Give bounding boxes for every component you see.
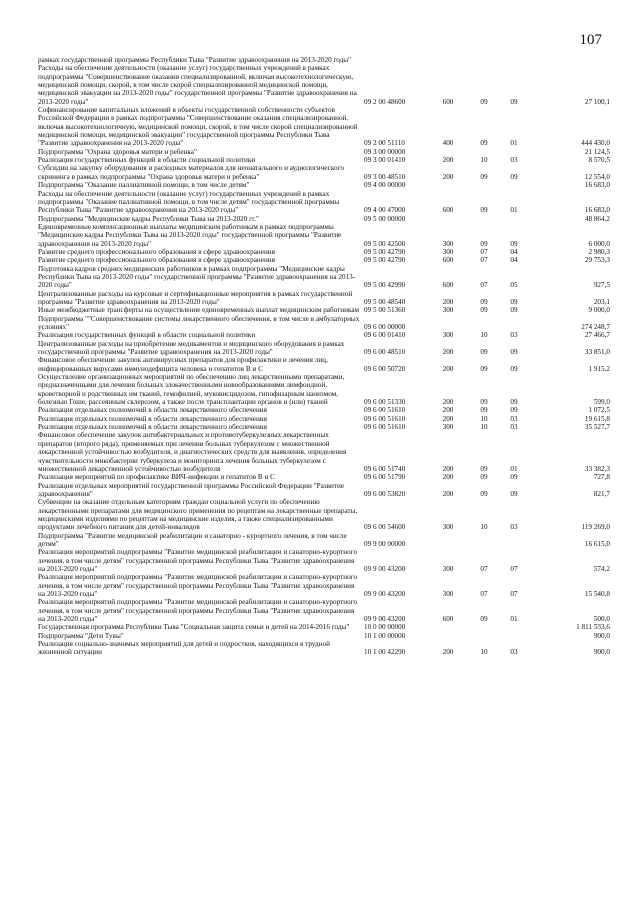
row-subsection: 09 — [510, 348, 518, 357]
row-code — [364, 56, 426, 64]
budget-table — [38, 56, 610, 657]
table-row — [38, 598, 610, 623]
row-amount: 574,2 — [593, 564, 610, 573]
row-expense-type: 200 — [442, 172, 454, 181]
row-name: Развитие среднего профессионального образования в сфере здравоохранения — [38, 247, 275, 256]
row-section: 10 — [480, 523, 488, 532]
table-row — [38, 431, 610, 473]
row-expense-type: 200 — [442, 156, 454, 165]
row-code: 09 9 00 43200 — [364, 590, 406, 598]
row-subsection — [498, 315, 530, 332]
row-code: 09 5 00 42500 — [364, 239, 406, 248]
row-subsection: 09 — [510, 239, 518, 248]
row-subsection: 09 — [510, 172, 518, 181]
row-expense-type: 600 — [442, 206, 454, 215]
row-subsection: 04 — [510, 256, 518, 265]
row-code: 09 4 00 00000 — [364, 181, 406, 190]
row-amount: 2 980,3 — [588, 247, 610, 256]
row-code: 09 9 00 00000 — [364, 539, 406, 548]
row-amount: 29 753,3 — [584, 256, 610, 265]
row-section: 10 — [480, 648, 488, 657]
table-row — [38, 156, 610, 164]
row-code: 09 6 00 50720 — [364, 364, 406, 373]
row-name: Централизованные расходы на приобретение медикаментов и медицинского оборудования в рамках государственной программы "Развитие здравоохранения на 2013-2020 годы" — [38, 339, 345, 357]
row-amount: 6 000,0 — [588, 239, 610, 248]
table-row — [38, 423, 610, 431]
table-row — [38, 482, 610, 499]
row-section: 09 — [480, 97, 488, 106]
row-expense-type — [426, 148, 470, 156]
table-row — [38, 632, 610, 640]
row-code: 09 2 00 51110 — [364, 139, 405, 148]
row-name: рамках государственной программы Республики Тыва "Развитие здравоохранения на 2013-2020 годы" — [38, 56, 352, 64]
row-section: 07 — [480, 590, 488, 598]
row-expense-type: 200 — [442, 489, 454, 498]
row-section: 09 — [480, 489, 488, 498]
row-code: 09 5 00 51360 — [364, 306, 406, 315]
row-section — [470, 215, 498, 223]
row-subsection — [498, 632, 530, 640]
table-row — [38, 640, 610, 657]
row-amount: 274 248,7 — [581, 323, 610, 331]
row-subsection: 09 — [510, 473, 518, 482]
table-row — [38, 148, 610, 156]
row-code: 10 1 00 00000 — [364, 631, 406, 640]
row-name: Расходы на обеспечение деятельности (оказание услуг) государственных учреждений в рамках подпрограммы "Оказание паллиативной помощи, в том числе детям" государственной программы Республики Тыва "Развитие здравоохранения на 2013-2020 годы" — [38, 189, 340, 215]
row-subsection: 03 — [510, 648, 518, 657]
row-code: 09 6 00 00000 — [364, 323, 406, 331]
row-section: 09 — [480, 464, 488, 473]
row-expense-type: 300 — [442, 306, 454, 315]
row-name: Расходы на обеспечение деятельности (оказание услуг) государственных учреждений в рамках подпрограммы "Совершенствование оказания специализированной, включая высокотехнологическую, медицинской помощи, скорой, в том числе скорой специализированной медицинской помощи, медицинской эвакуации на 2013-2020 годы" государственной программы "Развитие здравоохранения на 2013-2020 годы" — [38, 64, 357, 106]
row-subsection — [498, 623, 530, 631]
row-section — [470, 148, 498, 156]
row-section: 09 — [480, 172, 488, 181]
row-name: Субвенции на оказание отдельным категориям граждан социальной услуги по обеспечению лекарственными препаратами для медицинского применения по рецептам на лекарственные препараты, медицинскими изделиями по рецептам на медицинские изделия, а также специализированными продуктами лечебного питания для детей-инвалидов — [38, 498, 358, 532]
row-code: 09 2 00 48600 — [364, 97, 406, 106]
row-name: Подпрограмма "Развитие медицинской реабилитации и санаторно - курортного лечения, в том числе детям" — [38, 531, 347, 548]
row-subsection — [498, 56, 530, 64]
row-amount: 16 615,0 — [584, 539, 610, 548]
row-expense-type: 600 — [442, 615, 454, 624]
row-expense-type: 600 — [442, 256, 454, 265]
table-row — [38, 64, 610, 106]
row-expense-type: 200 — [442, 414, 454, 423]
row-section: 10 — [480, 414, 488, 423]
row-subsection: 09 — [510, 364, 518, 373]
row-code: 09 6 00 53820 — [364, 489, 406, 498]
table-row — [38, 290, 610, 307]
table-row — [38, 181, 610, 189]
table-row — [38, 532, 610, 549]
row-code: 09 5 00 42990 — [364, 281, 406, 290]
row-amount: 19 615,8 — [584, 414, 610, 423]
row-expense-type: 200 — [442, 406, 454, 415]
row-code: 09 9 00 43200 — [364, 564, 406, 573]
row-section: 09 — [480, 306, 488, 315]
row-expense-type — [426, 56, 470, 64]
row-section — [470, 181, 498, 189]
table-row — [38, 331, 610, 339]
row-subsection: 03 — [510, 331, 518, 340]
page-number: 107 — [579, 32, 602, 48]
row-expense-type: 300 — [442, 423, 454, 432]
row-amount: 8 570,5 — [588, 156, 610, 165]
row-subsection: 03 — [510, 523, 518, 532]
row-subsection: 03 — [510, 414, 518, 423]
row-expense-type: 600 — [442, 281, 454, 290]
table-row — [38, 306, 610, 314]
row-subsection: 09 — [510, 97, 518, 106]
row-amount: 900,0 — [593, 631, 610, 640]
row-expense-type — [426, 623, 470, 631]
row-expense-type — [426, 315, 470, 332]
row-name: Осуществление организационных мероприятий по обеспечению лиц лекарственными препаратами, предназначенными для лечения больных злокачественными новообразованиями лимфоидной, кроветворной и родственных им тканей, гемофилией, муковисцидозом, гипофизарным нанизмом, болезнью Гоше, рассеянным склерозом, а также после трансплантации органов и (или) тканей — [38, 373, 345, 407]
row-subsection: 03 — [510, 423, 518, 432]
row-name: Единовременные компенсационные выплаты медицинским работникам в рамках подпрограммы "Медицинские кадры Республики Тыва на 2013-2020 годы" государственной программы "Развитие здравоохранения на 2013-2020 годы" — [38, 222, 342, 248]
row-section: 07 — [480, 256, 488, 265]
row-code: 10 1 00 42290 — [364, 648, 406, 657]
table-row — [38, 356, 610, 373]
row-expense-type — [426, 532, 470, 549]
row-name: Софинансирование капитальных вложений в объекты государственной собственности субъектов Российской Федерации в рамках подпрограммы "Совершенствование оказания специализированной, включая высокотехнологичную, медицинской помощи, скорой, в том числе скорой специализированной медицинской помощи, медицинской эвакуации" государственной программы Республики Тыва "Развитие здравоохранения на 2013-2020 годы" — [38, 106, 358, 148]
row-name: Финансовое обеспечение закупок антибактериальных и противотуберкулезных лекарственных препаратов (второго ряда), применяемых при лечении больных туберкулезом с множественной лекарственной устойчивостью возбудителя, и диагностических средств для выявления, определения чувствительности микобактерии туберкулеза и мониторинга лечения больных туберкулезом с множественной лекарственной устойчивостью возбудителя — [38, 431, 347, 473]
row-expense-type: 200 — [442, 348, 454, 357]
row-name: Государственная программа Республики Тыва "Социальная защита семьи и детей на 2014-2016 годы" — [38, 623, 350, 632]
row-section: 10 — [480, 331, 488, 340]
row-expense-type: 300 — [442, 523, 454, 532]
row-expense-type: 300 — [442, 331, 454, 340]
row-amount: 27 100,1 — [584, 97, 610, 106]
row-subsection: 07 — [510, 564, 518, 573]
row-section: 09 — [480, 615, 488, 624]
table-row — [38, 315, 610, 332]
row-code: 09 6 00 51610 — [364, 423, 406, 432]
table-row — [38, 190, 610, 215]
row-code: 10 0 00 00000 — [364, 623, 406, 632]
table-row — [38, 373, 610, 406]
row-name: Субсидии на закупку оборудования и расходных материалов для неонатального и аудиологического скрининга в рамках подпрограммы "Охрана здоровья матери и ребенка" — [38, 164, 344, 181]
row-code: 09 6 00 48510 — [364, 348, 406, 357]
row-name: Подпрограмма "Медицинские кадры Республики Тыва на 2013-2020 гг." — [38, 214, 259, 223]
row-code: 09 6 00 54600 — [364, 523, 406, 532]
row-amount: 599,0 — [593, 398, 610, 407]
row-name: Реализация отдельных полномочий в области лекарственного обеспечения — [38, 414, 267, 423]
row-subsection — [498, 215, 530, 223]
row-name: Подпрограмма "Дети Тувы" — [38, 631, 124, 640]
row-amount: 1 915,2 — [588, 364, 610, 373]
row-code: 09 9 00 43200 — [364, 615, 406, 624]
row-name: Развитие среднего профессионального образования в сфере здравоохранения — [38, 256, 275, 265]
row-section: 07 — [480, 247, 488, 256]
row-code: 09 3 00 48510 — [364, 172, 406, 181]
row-amount: 203,1 — [593, 297, 610, 306]
row-amount: 33 382,3 — [584, 464, 610, 473]
row-expense-type: 200 — [442, 398, 454, 407]
row-subsection: 01 — [510, 464, 518, 473]
row-name: Реализация отдельных полномочий в области лекарственного обеспечения — [38, 406, 267, 415]
row-section: 10 — [480, 423, 488, 432]
table-row — [38, 473, 610, 481]
row-section: 09 — [480, 297, 488, 306]
row-section — [470, 532, 498, 549]
row-name: Иные межбюджетные трансферты на осуществление единовременных выплат медицинским работникам — [38, 306, 360, 315]
table-row — [38, 623, 610, 631]
row-section: 09 — [480, 348, 488, 357]
row-section: 09 — [480, 139, 488, 148]
row-expense-type — [426, 181, 470, 189]
table-row — [38, 164, 610, 181]
row-subsection — [498, 181, 530, 189]
row-expense-type: 200 — [442, 297, 454, 306]
row-code: 09 5 00 00000 — [364, 214, 406, 223]
table-row — [38, 106, 610, 148]
row-expense-type: 200 — [442, 648, 454, 657]
row-name: Реализация мероприятий подпрограммы "Развитие медицинской реабилитации и санаторно-курортного лечения, в том числе детям" государственной программы Республики Тыва "Развитие здравоохранения на 2013-2020 годы" — [38, 598, 358, 624]
table-row — [38, 248, 610, 256]
row-section: 09 — [480, 239, 488, 248]
row-section — [470, 315, 498, 332]
row-section: 09 — [480, 473, 488, 482]
table-row — [38, 415, 610, 423]
row-section: 07 — [480, 564, 488, 573]
row-name: Финансовое обеспечение закупок антивирусных препаратов для профилактики и лечения лиц, инфицированных вирусами иммунодефицита человека и гепатитов В и С — [38, 356, 328, 373]
row-subsection: 09 — [510, 297, 518, 306]
row-subsection: 01 — [510, 615, 518, 624]
row-code: 09 5 00 48540 — [364, 297, 406, 306]
row-name: Реализация социально-значимых мероприятий для детей и подростков, находящихся в трудной жизненной ситуации — [38, 640, 330, 657]
row-code: 09 5 00 42790 — [364, 247, 406, 256]
row-section: 10 — [480, 156, 488, 165]
row-expense-type — [426, 632, 470, 640]
row-subsection: 07 — [510, 590, 518, 598]
row-code: 09 3 00 01410 — [364, 156, 406, 165]
row-amount: 500,0 — [593, 615, 610, 624]
row-name: Подпрограмма "Оказание паллиативной помощи, в том числе детям" — [38, 181, 250, 190]
row-section — [470, 56, 498, 64]
row-code: 09 3 00 00000 — [364, 147, 406, 156]
row-expense-type: 300 — [442, 590, 454, 598]
row-subsection — [498, 148, 530, 156]
table-row — [38, 548, 610, 573]
row-section: 07 — [480, 281, 488, 290]
row-amount: 1 811 533,6 — [576, 623, 610, 632]
row-name: Реализация отдельных полномочий в области лекарственного обеспечения — [38, 423, 267, 432]
row-subsection: 04 — [510, 247, 518, 256]
row-name: Реализация государственных функций в области социальной политики — [38, 156, 256, 165]
row-amount: 9 000,0 — [588, 306, 610, 315]
row-expense-type: 300 — [442, 247, 454, 256]
table-row — [38, 56, 610, 64]
row-subsection: 09 — [510, 398, 518, 407]
row-name: Реализация государственных функций в области социальной политики — [38, 331, 256, 340]
row-section: 09 — [480, 206, 488, 215]
row-amount: 12 554,0 — [584, 172, 610, 181]
row-code: 09 6 00 51740 — [364, 464, 406, 473]
row-amount: 16 683,0 — [584, 206, 610, 215]
row-section — [470, 632, 498, 640]
row-expense-type: 200 — [442, 464, 454, 473]
row-amount: 35 527,7 — [584, 423, 610, 432]
row-code: 09 6 00 01410 — [364, 331, 406, 340]
row-name: Реализация мероприятий по профилактике ВИЧ-инфекции и гепатитов В и С — [38, 473, 275, 482]
row-name: Подпрограмма ""Совершенствование системы лекарственного обеспечения, в том числе в амбулаторных условиях" — [38, 314, 360, 331]
table-row — [38, 498, 610, 531]
budget-table-body — [38, 56, 610, 657]
row-subsection: 09 — [510, 489, 518, 498]
row-amount: 900,0 — [593, 648, 610, 657]
row-amount: 21 124,5 — [584, 147, 610, 156]
row-subsection: 09 — [510, 406, 518, 415]
row-expense-type: 600 — [442, 97, 454, 106]
row-subsection — [498, 532, 530, 549]
row-amount — [530, 56, 610, 64]
row-amount: 16 683,0 — [584, 181, 610, 190]
row-subsection: 01 — [510, 139, 518, 148]
row-amount: 119 269,0 — [581, 523, 610, 532]
row-expense-type — [426, 215, 470, 223]
row-name: Реализация мероприятий подпрограммы "Развитие медицинской реабилитации и санаторно-курортного лечения, в том числе детям" государственной программы Республики Тыва "Развитие здравоохранения на 2013-2020 годы" — [38, 573, 358, 598]
row-code: 09 5 00 42790 — [364, 256, 406, 265]
row-amount: 27 466,7 — [584, 331, 610, 340]
row-code: 09 6 00 51330 — [364, 398, 406, 407]
table-row — [38, 340, 610, 357]
row-code: 09 4 00 47000 — [364, 206, 406, 215]
row-name: Подготовка кадров средних медицинских работников в рамках подпрограммы "Медицинские кадры Республики Тыва на 2013-2020 годы" государственной программы "Развитие здравоохранения на 2013-2020 годы" — [38, 264, 356, 290]
row-code: 09 6 00 51610 — [364, 406, 406, 415]
row-expense-type: 200 — [442, 364, 454, 373]
row-subsection: 05 — [510, 281, 518, 290]
row-code: 09 6 00 51610 — [364, 414, 406, 423]
row-amount: 33 851,0 — [584, 348, 610, 357]
row-section: 09 — [480, 406, 488, 415]
row-subsection: 01 — [510, 206, 518, 215]
row-expense-type: 200 — [442, 473, 454, 482]
row-amount: 15 540,8 — [584, 590, 610, 598]
row-name: Реализация мероприятий подпрограммы "Развитие медицинской реабилитации и санаторно-курортного лечения, в том числе детям" государственной программы Республики Тыва "Развитие здравоохранения на 2013-2020 годы" — [38, 548, 358, 573]
row-expense-type: 400 — [442, 139, 454, 148]
row-section: 09 — [480, 398, 488, 407]
row-name: Реализация отдельных мероприятий государственной программы Российской Федерации "Развитие здравоохранения" — [38, 481, 345, 498]
table-row — [38, 223, 610, 248]
row-expense-type: 300 — [442, 239, 454, 248]
row-amount: 727,8 — [593, 473, 610, 482]
table-row — [38, 215, 610, 223]
row-subsection: 09 — [510, 306, 518, 315]
row-name: Подпрограмма "Охрана здоровья матери и ребенка" — [38, 147, 197, 156]
row-amount: 927,5 — [593, 281, 610, 290]
row-section — [470, 623, 498, 631]
table-row — [38, 573, 610, 598]
row-code: 09 6 00 51790 — [364, 473, 406, 482]
row-section: 09 — [480, 364, 488, 373]
row-amount: 821,7 — [593, 489, 610, 498]
table-row — [38, 406, 610, 414]
row-subsection: 03 — [510, 156, 518, 165]
row-amount: 48 864,2 — [584, 214, 610, 223]
row-amount: 444 430,0 — [581, 139, 610, 148]
table-row — [38, 265, 610, 290]
row-name: Централизованные расходы на курсовые и сертификационные мероприятия в рамках государственной программы "Развитие здравоохранения на 2013-2020 годы" — [38, 289, 353, 306]
table-row — [38, 256, 610, 264]
row-expense-type: 300 — [442, 564, 454, 573]
row-amount: 1 072,5 — [588, 406, 610, 415]
